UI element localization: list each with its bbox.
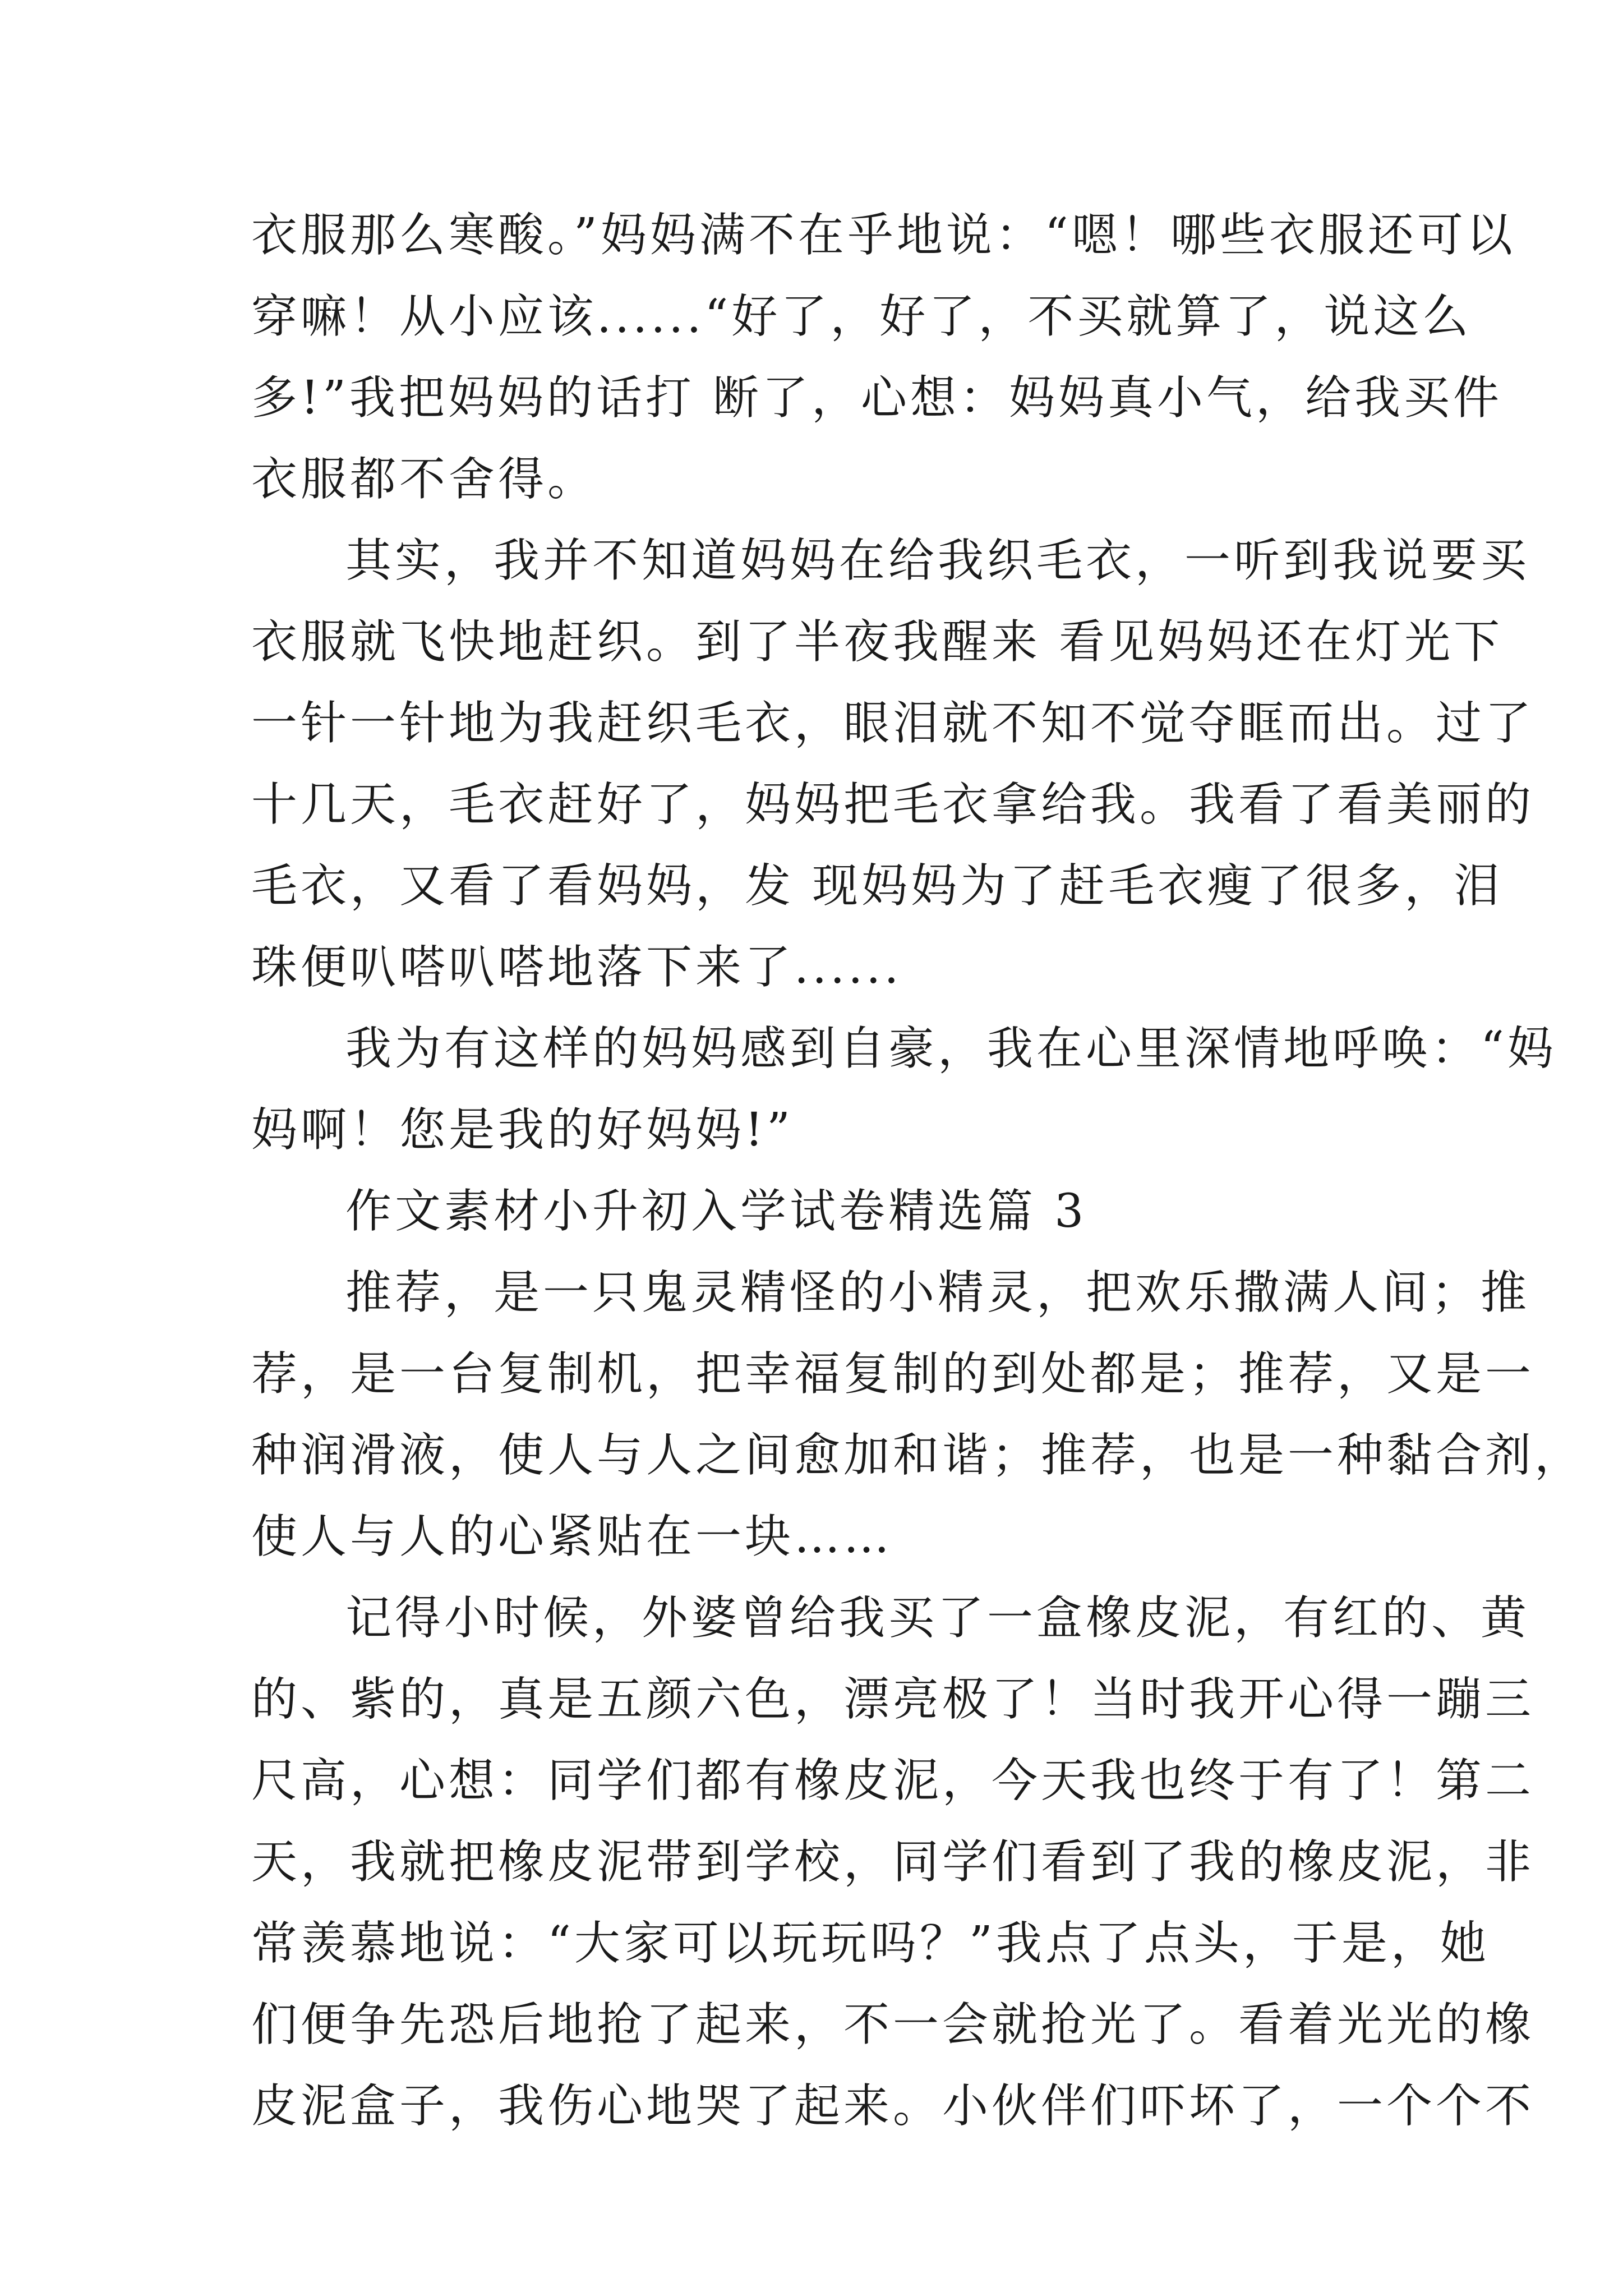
text-line: 毛衣，又看了看妈妈，发 现妈妈为了赶毛衣瘦了很多，泪 [251, 859, 1504, 913]
text-line: 尺高，心想：同学们都有橡皮泥，今天我也终于有了！第二 [251, 1754, 1535, 1807]
text-line: 衣服就飞快地赶织。到了半夜我醒来 看见妈妈还在灯光下 [251, 615, 1504, 669]
text-line: 荐，是一台复制机，把幸福复制的到处都是；推荐，又是一 [251, 1347, 1535, 1401]
text-line: 们便争先恐后地抢了起来，不一会就抢光了。看着光光的橡 [251, 1998, 1535, 2051]
text-line: 的、紫的，真是五颜六色，漂亮极了！当时我开心得一蹦三 [251, 1673, 1535, 1726]
text-line: 穿嘛！从小应该......“好了，好了，不买就算了，说这么 [251, 290, 1472, 343]
paragraph-start-line: 记得小时候，外婆曾给我买了一盒橡皮泥，有红的、黄 [345, 1591, 1530, 1645]
text-line: 多!”我把妈妈的话打 断了，心想：妈妈真小气，给我买件 [251, 371, 1502, 425]
body-text [251, 195, 1584, 2147]
paragraph-start-line: 其实，我并不知道妈妈在给我织毛衣，一听到我说要买 [345, 534, 1530, 587]
paragraph-start-line: 我为有这样的妈妈感到自豪，我在心里深情地呼唤：“妈 [345, 1022, 1557, 1075]
text-line: 衣服都不舍得。 [251, 453, 597, 506]
text-line: 妈啊！您是我的好妈妈!” [251, 1103, 794, 1157]
section-heading: 作文素材小升初入学试卷精选篇 3 [345, 1185, 1087, 1238]
text-line: 使人与人的心紧贴在一块…… [251, 1510, 893, 1563]
text-line: 珠便叭嗒叭嗒地落下来了...... [251, 941, 902, 994]
text-line: 种润滑液，使人与人之间愈加和谐；推荐，也是一种黏合剂， [251, 1429, 1584, 1482]
text-line: 一针一针地为我赶织毛衣，眼泪就不知不觉夺眶而出。过了 [251, 697, 1535, 750]
text-line: 常羡慕地说：“大家可以玩玩吗？”我点了点头，于是，她 [251, 1917, 1490, 1970]
text-line: 十几天，毛衣赶好了，妈妈把毛衣拿给我。我看了看美丽的 [251, 778, 1535, 831]
paragraph-start-line: 推荐，是一只鬼灵精怪的小精灵，把欢乐撒满人间；推 [345, 1266, 1530, 1319]
text-line: 衣服那么寒酸。”妈妈满不在乎地说：“嗯！哪些衣服还可以 [251, 209, 1516, 262]
text-line: 皮泥盒子，我伤心地哭了起来。小伙伴们吓坏了，一个个不 [251, 2079, 1535, 2133]
text-line: 天，我就把橡皮泥带到学校，同学们看到了我的橡皮泥，非 [251, 1835, 1535, 1889]
